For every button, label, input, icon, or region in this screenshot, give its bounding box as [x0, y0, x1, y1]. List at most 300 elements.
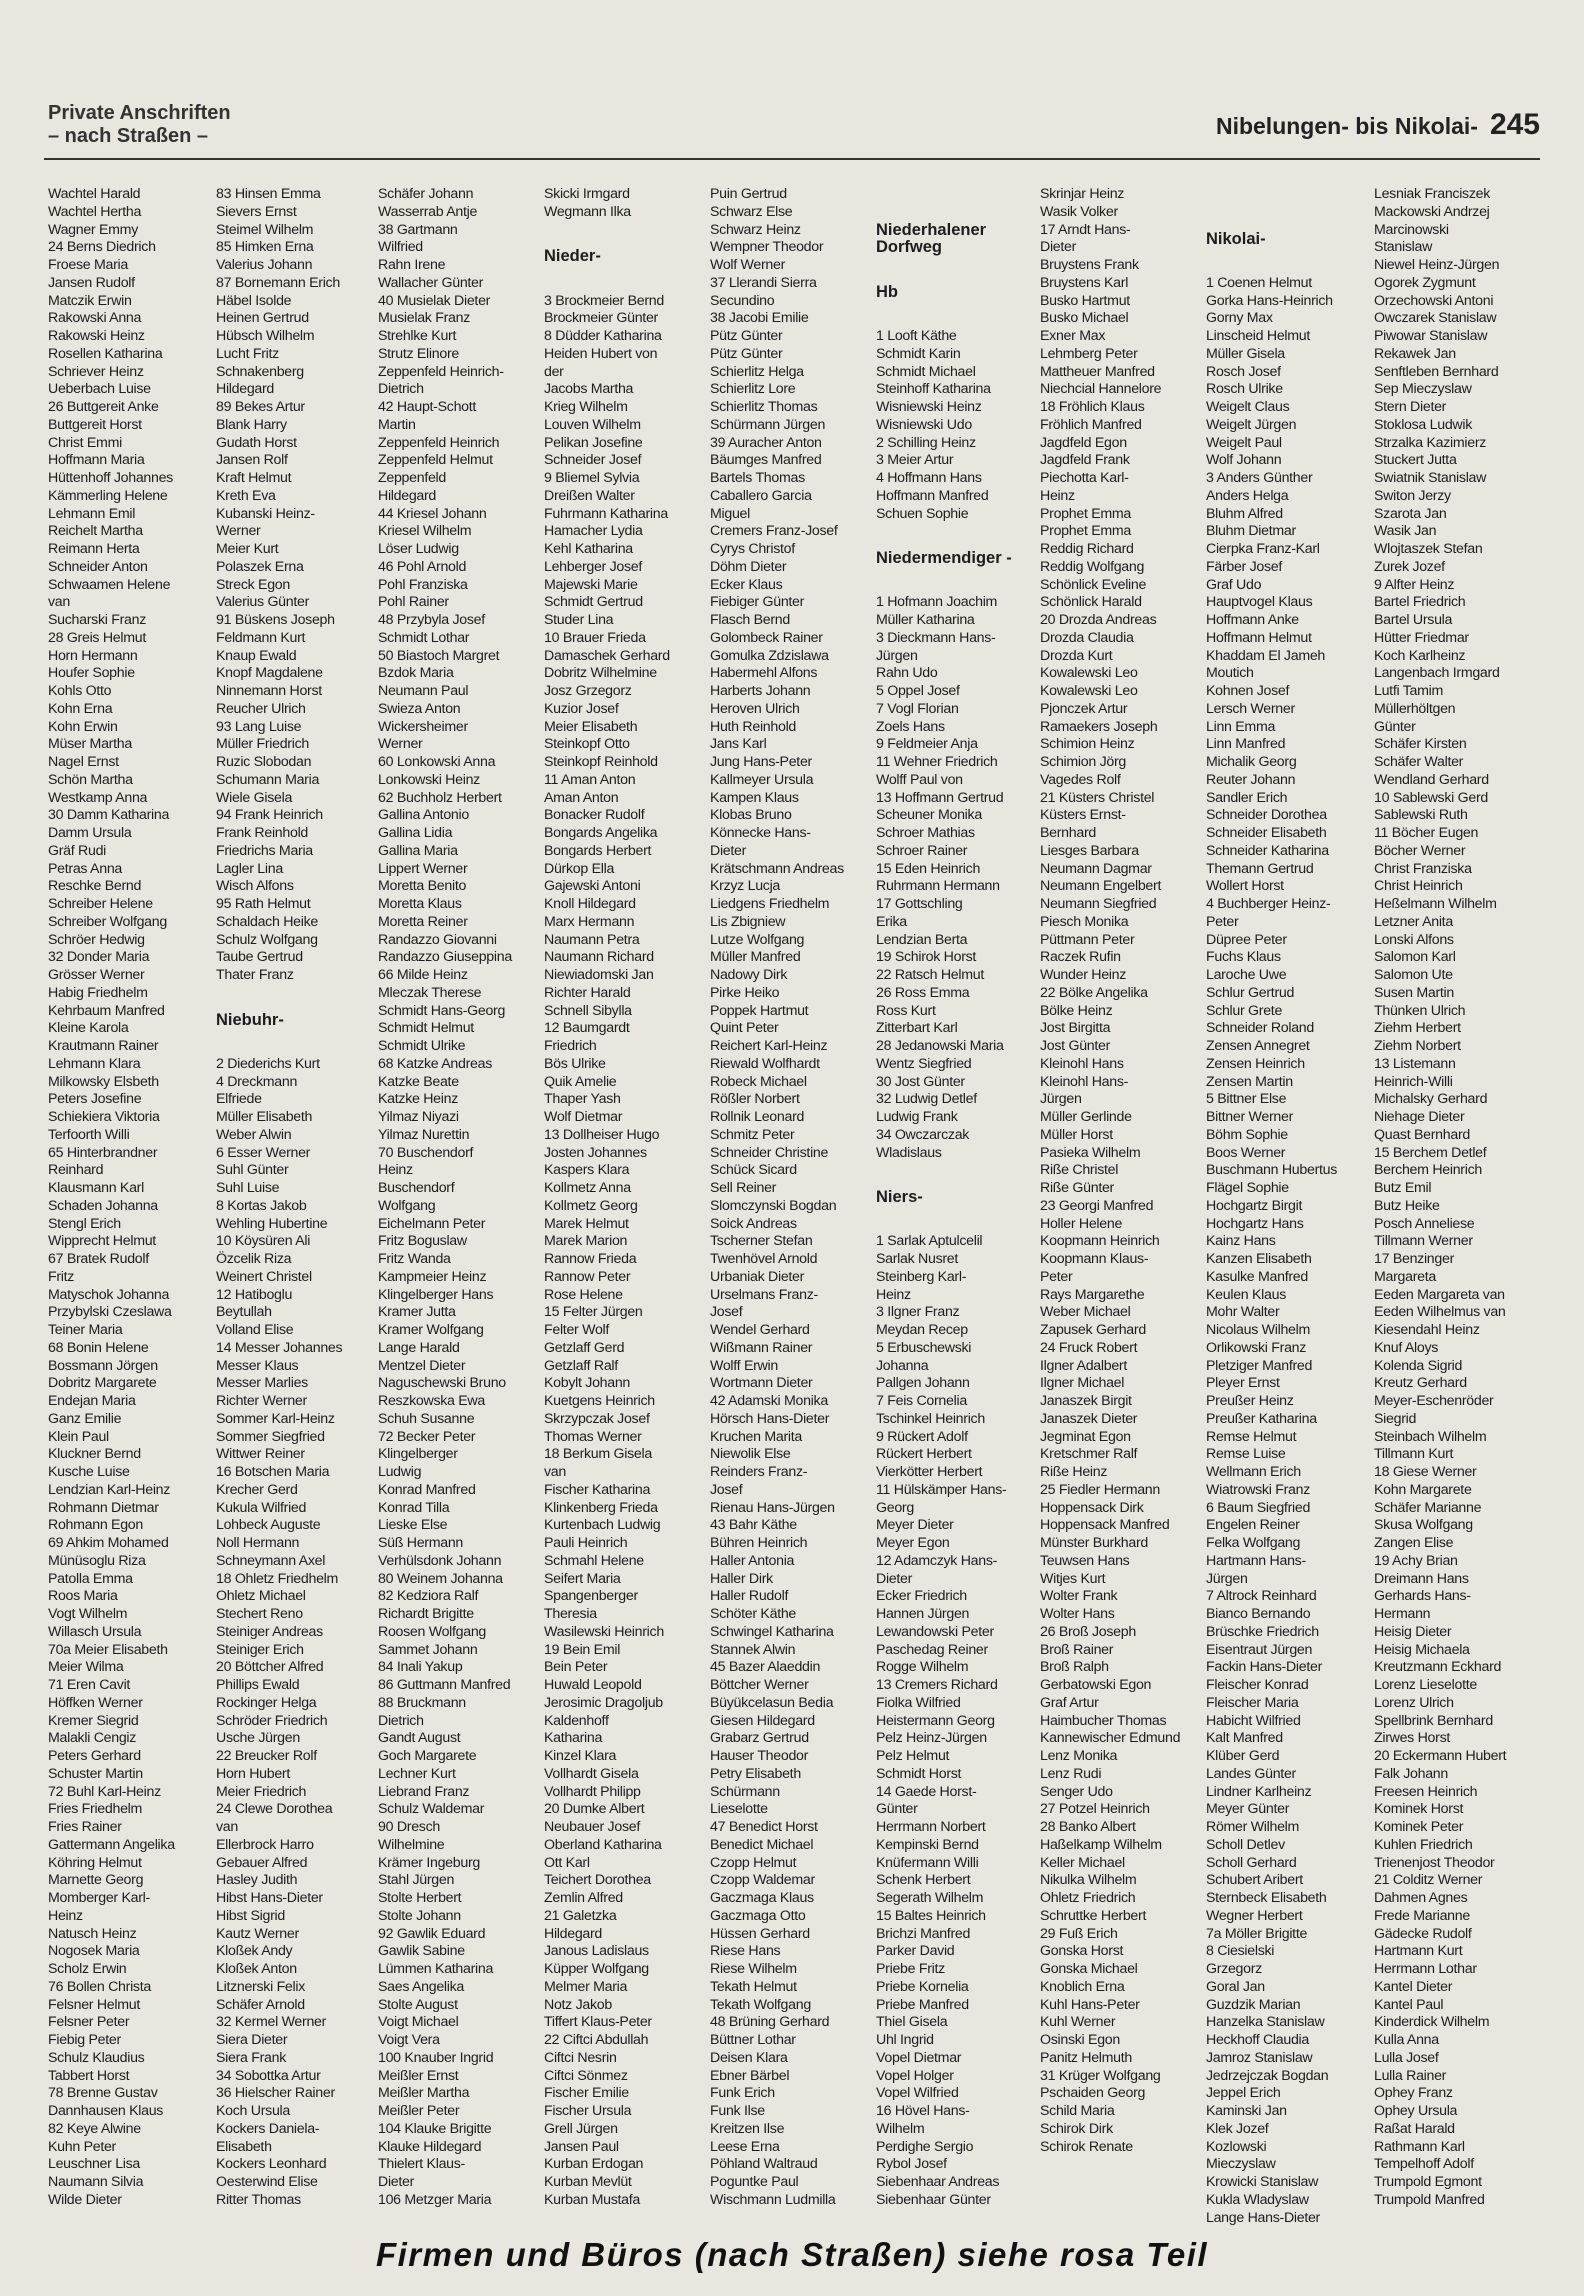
resident-entry: Quik Amelie [544, 1073, 617, 1090]
resident-entry: Dieter [378, 2174, 415, 2190]
resident-entry: Kremer Siegrid [48, 1712, 139, 1729]
resident-entry: Meier Wilma [48, 1659, 124, 1676]
resident-entry: Rahn Udo [876, 665, 938, 682]
resident-entry: Thiel Gisela [876, 2014, 948, 2031]
resident-entry: Kiesendahl Heinz [1374, 1322, 1480, 1338]
resident-entry: Klüber Gerd [1206, 1748, 1280, 1764]
resident-entry: Vagedes Rolf [1040, 771, 1121, 788]
resident-entry: Secundino [710, 292, 775, 309]
resident-entry: Koch Ursula [216, 2103, 290, 2119]
resident-entry: Thielert Klaus- [378, 2156, 465, 2173]
resident-entry: Roosen Wolfgang [378, 1623, 487, 1640]
resident-entry: Niewolik Else [710, 1446, 791, 1463]
resident-entry: Matyschok Johanna [48, 1286, 170, 1303]
resident-entry: 65 Hinterbrandner [48, 1144, 158, 1161]
resident-entry: Schmidt Karin [876, 345, 961, 362]
resident-entry: Steimel Wilhelm [216, 221, 314, 238]
resident-entry: Peters Gerhard [48, 1748, 141, 1764]
resident-entry: Schönlick Eveline [1040, 576, 1147, 593]
resident-entry: 10 Köysüren Ali [216, 1233, 311, 1250]
resident-entry: Münüsoglu Riza [48, 1552, 146, 1569]
resident-entry: 10 Sablewski Gerd [1374, 789, 1488, 806]
resident-entry: Reschke Bernd [48, 878, 142, 895]
resident-entry: 11 Hülskämper Hans- [876, 1481, 1007, 1498]
resident-entry: Schirok Renate [1040, 2138, 1133, 2155]
resident-entry: Dahmen Agnes [1374, 1890, 1468, 1906]
resident-entry: Kallmeyer Ursula [710, 771, 814, 788]
resident-entry: Stern Dieter [1374, 399, 1447, 415]
resident-entry: 11 Wehner Friedrich [876, 754, 998, 770]
resident-entry: 21 Galetzka [544, 1907, 617, 1924]
resident-entry: Liedgens Friedhelm [710, 896, 830, 912]
resident-entry: Jagdfeld Frank [1040, 452, 1130, 469]
resident-entry: Werner [216, 523, 261, 540]
resident-entry: Ohletz Friedrich [1040, 1890, 1136, 1906]
directory-column [48, 186, 216, 2210]
resident-entry: Khaddam El Jameh [1206, 647, 1326, 664]
resident-entry: Friedrich [544, 1038, 597, 1054]
resident-entry: Jansen Rolf [216, 452, 288, 469]
resident-entry: Bossmann Jörgen [48, 1357, 158, 1374]
resident-entry: Melmer Maria [544, 1978, 628, 1995]
resident-entry: Dürkop Ella [544, 860, 615, 877]
resident-entry: Piwowar Stanislaw [1374, 328, 1488, 344]
resident-entry: Michalik Georg [1206, 754, 1297, 770]
street-heading: Hb [876, 282, 898, 301]
resident-entry: 3 Ilgner Franz [876, 1304, 960, 1321]
resident-entry: 11 Böcher Eugen [1374, 825, 1479, 841]
page-number: 245 [1489, 108, 1540, 141]
resident-entry: Kleinohl Hans- [1040, 1073, 1129, 1090]
resident-entry: 46 Pohl Arnold [378, 558, 467, 575]
resident-entry: Segerath Wilhelm [876, 1890, 984, 1906]
resident-entry: Büyükcelasun Bedia [710, 1694, 834, 1711]
resident-entry: Tekath Wolfgang [710, 1996, 811, 2013]
resident-entry: Müser Martha [48, 736, 132, 753]
resident-entry: 94 Frank Heinrich [216, 807, 323, 824]
resident-entry: Sommer Karl-Heinz [216, 1410, 335, 1427]
resident-entry: 6 Esser Werner [216, 1144, 311, 1161]
resident-entry: Janous Ladislaus [544, 1943, 649, 1960]
resident-entry: Lorenz Lieselotte [1374, 1677, 1477, 1693]
resident-entry: Eisentraut Jürgen [1206, 1641, 1313, 1658]
resident-entry: Buttgereit Horst [48, 416, 142, 433]
resident-entry: 1 Sarlak Aptulcelil [876, 1233, 983, 1250]
resident-entry: Urbaniak Dieter [710, 1268, 805, 1285]
resident-entry: Lohbeck Auguste [216, 1517, 321, 1534]
resident-entry: 26 Ross Emma [876, 984, 970, 1001]
resident-entry: 85 Himken Erna [216, 239, 314, 256]
resident-entry: Rollnik Leonard [710, 1109, 805, 1125]
resident-entry: Christ Heinrich [1374, 878, 1463, 895]
resident-entry: Josef [710, 1304, 743, 1321]
resident-entry: Brockmeier Günter [544, 310, 658, 327]
resident-entry: Bartels Thomas [710, 470, 805, 486]
resident-entry: Ophey Ursula [1374, 2103, 1458, 2119]
resident-entry: Senftleben Bernhard [1374, 363, 1499, 380]
resident-entry: Linscheid Helmut [1206, 328, 1311, 344]
resident-entry: Herrmann Norbert [876, 1819, 986, 1835]
resident-entry: Weigelt Paul [1206, 434, 1282, 451]
resident-entry: Hochgartz Birgit [1206, 1197, 1303, 1214]
resident-entry: Lendzian Berta [876, 931, 968, 948]
resident-entry: Wilhelm [876, 2120, 925, 2137]
resident-entry: Rosch Ulrike [1206, 381, 1283, 398]
resident-entry: Dreimann Hans [1374, 1570, 1469, 1587]
resident-entry: Gerbatowski Egon [1040, 1677, 1152, 1693]
spacer [876, 1162, 1044, 1180]
resident-entry: Priebe Kornelia [876, 1978, 969, 1995]
resident-entry: Vopel Wilfried [876, 2085, 959, 2102]
resident-entry: Kobylt Johann [544, 1375, 631, 1392]
resident-entry: Terfoorth Willi [48, 1126, 130, 1143]
resident-entry: Koopmann Klaus- [1040, 1251, 1149, 1267]
resident-entry: Schmidt Hans-Georg [378, 1002, 506, 1019]
resident-entry: van [544, 1464, 566, 1480]
resident-entry: Böcher Werner [1374, 842, 1466, 859]
resident-entry: Harberts Johann [710, 683, 811, 699]
resident-entry: Rosellen Katharina [48, 345, 163, 362]
resident-entry: Hibst Sigrid [216, 1907, 285, 1924]
resident-entry: 7 Altrock Reinhard [1206, 1588, 1317, 1605]
resident-entry: 82 Kedziora Ralf [378, 1588, 479, 1605]
spacer [1206, 186, 1374, 204]
resident-entry: Kainz Hans [1206, 1233, 1276, 1250]
resident-entry: Lesniak Franciszek [1374, 186, 1491, 202]
resident-entry: Kreth Eva [216, 487, 276, 504]
resident-entry: Poppek Hartmut [710, 1002, 809, 1019]
resident-entry: 20 Drozda Andreas [1040, 612, 1157, 628]
resident-entry: 17 Gottschling [876, 896, 963, 912]
resident-entry: Zitterbart Karl [876, 1020, 958, 1037]
resident-entry: Witjes Kurt [1040, 1570, 1106, 1587]
resident-entry: Soick Andreas [710, 1215, 797, 1232]
resident-entry: Krzyz Lucja [710, 878, 781, 895]
resident-entry: Knüfermann Willi [876, 1854, 979, 1871]
resident-entry: Usche Jürgen [216, 1730, 300, 1747]
resident-entry: Trumpold Egmont [1374, 2174, 1482, 2190]
resident-entry: Meißler Peter [378, 2103, 460, 2119]
resident-entry: Tempelhoff Adolf [1374, 2156, 1474, 2173]
resident-entry: Kloßek Anton [216, 1961, 297, 1977]
resident-entry: Sarlak Nusret [876, 1251, 959, 1267]
resident-entry: Funk Erich [710, 2085, 775, 2102]
resident-entry: 22 Bölke Angelika [1040, 984, 1148, 1001]
resident-entry: Scholl Detlev [1206, 1836, 1285, 1853]
resident-entry: Neubauer Josef [544, 1819, 640, 1835]
resident-entry: Cierpka Franz-Karl [1206, 541, 1320, 557]
resident-entry: Riese Wilhelm [710, 1961, 797, 1977]
resident-entry: Neumann Dagmar [1040, 860, 1152, 877]
resident-entry: Wolff Paul von [876, 771, 963, 788]
resident-entry: Swieza Anton [378, 700, 461, 717]
resident-entry: Johanna [876, 1357, 929, 1374]
resident-entry: Kulla Anna [1374, 2032, 1439, 2048]
resident-entry: Natusch Heinz [48, 1925, 137, 1942]
resident-entry: Niewel Heinz-Jürgen [1374, 257, 1500, 273]
resident-entry: Keulen Klaus [1206, 1286, 1287, 1303]
resident-entry: Schmidt Helmut [378, 1020, 474, 1037]
resident-entry: 89 Bekes Artur [216, 399, 305, 415]
resident-entry: 68 Katzke Andreas [378, 1055, 492, 1072]
resident-entry: Kempinski Bernd [876, 1836, 979, 1853]
directory-column [876, 186, 1044, 2210]
resident-entry: 12 Baumgardt [544, 1020, 630, 1037]
resident-entry: Bongards Angelika [544, 825, 658, 841]
resident-entry: 45 Bazer Alaeddin [710, 1659, 821, 1676]
resident-entry: Przybylski Czeslawa [48, 1304, 172, 1321]
resident-entry: Schmitz Peter [710, 1126, 795, 1143]
resident-entry: Steinkopf Reinhold [544, 754, 658, 770]
resident-entry: Ellerbrock Harro [216, 1836, 314, 1853]
resident-entry: Gajewski Antoni [544, 878, 641, 895]
resident-entry: Freesen Heinrich [1374, 1783, 1478, 1800]
resident-entry: Perdighe Sergio [876, 2138, 974, 2155]
resident-entry: Schlur Gertrud [1206, 984, 1295, 1001]
resident-entry: Rosch Josef [1206, 363, 1281, 380]
resident-entry: Horn Hubert [216, 1765, 290, 1782]
resident-entry: Tillmann Werner [1374, 1233, 1473, 1250]
resident-entry: Kleine Karola [48, 1020, 129, 1037]
resident-entry: Zurek Jozef [1374, 558, 1445, 575]
footer-note: Firmen und Büros (nach Straßen) siehe rosa Teil [375, 2236, 1209, 2273]
resident-entry: Kohls Otto [48, 683, 112, 699]
resident-entry: Liesges Barbara [1040, 842, 1139, 859]
resident-entry: 72 Buhl Karl-Heinz [48, 1783, 161, 1800]
resident-entry: Ziehm Herbert [1374, 1020, 1461, 1037]
resident-entry: Jerosimic Dragoljub [544, 1694, 663, 1711]
resident-entry: Theresia [544, 1606, 597, 1622]
resident-entry: Rienau Hans-Jürgen [710, 1499, 835, 1516]
resident-entry: Rakowski Heinz [48, 328, 145, 344]
resident-entry: Lehmann Klara [48, 1055, 141, 1072]
resident-entry: Jürgen [876, 647, 918, 664]
resident-entry: 19 Achy Brian [1374, 1552, 1458, 1569]
resident-entry: Rockinger Helga [216, 1694, 317, 1711]
resident-entry: Szarota Jan [1374, 505, 1447, 522]
resident-entry: Weber Alwin [216, 1126, 292, 1143]
resident-entry: Schnell Sibylla [544, 1002, 632, 1019]
resident-entry: Valerius Günter [216, 594, 310, 611]
resident-entry: Reimann Herta [48, 541, 140, 557]
resident-entry: 24 Fruck Robert [1040, 1339, 1138, 1356]
resident-entry: Wasik Jan [1374, 523, 1437, 540]
resident-entry: Lenz Monika [1040, 1748, 1118, 1764]
resident-entry: Mattheuer Manfred [1040, 363, 1155, 380]
resident-entry: Schlur Grete [1206, 1002, 1283, 1019]
resident-entry: Osinski Egon [1040, 2032, 1120, 2048]
resident-entry: Hartmann Hans- [1206, 1552, 1306, 1569]
resident-entry: Schön Martha [48, 771, 133, 788]
resident-entry: Nikulka Wilhelm [1040, 1872, 1137, 1889]
resident-entry: Getzlaff Ralf [544, 1357, 618, 1374]
resident-entry: Laroche Uwe [1206, 967, 1287, 983]
resident-entry: Kaspers Klara [544, 1162, 630, 1179]
resident-entry: Schück Sicard [710, 1162, 797, 1179]
resident-entry: Meyer Dieter [876, 1517, 954, 1534]
resident-entry: 15 Baltes Heinrich [876, 1907, 986, 1924]
resident-entry: Klein Paul [48, 1428, 109, 1445]
resident-entry: Strehlke Kurt [378, 328, 457, 344]
resident-entry: Hoffmann Anke [1206, 612, 1299, 628]
resident-entry: Ludwig Frank [876, 1109, 958, 1125]
header-section-title [48, 102, 231, 148]
resident-entry: Grell Jürgen [544, 2120, 618, 2137]
resident-entry: Felka Wolfgang [1206, 1535, 1301, 1551]
resident-entry: Koopmann Heinrich [1040, 1233, 1160, 1250]
resident-entry: Riese Hans [710, 1943, 781, 1960]
resident-entry: Preußer Heinz [1206, 1393, 1294, 1409]
resident-entry: Klobas Bruno [710, 807, 792, 824]
header-range [1216, 108, 1540, 142]
resident-entry: Sievers Ernst [216, 203, 297, 220]
resident-entry: Malakli Cengiz [48, 1730, 137, 1747]
resident-entry: Georg [876, 1499, 914, 1516]
resident-entry: Zapusek Gerhard [1040, 1322, 1146, 1338]
resident-entry: Verhülsdonk Johann [378, 1552, 502, 1569]
resident-entry: Hüssen Gerhard [710, 1925, 810, 1942]
resident-entry: Kantel Paul [1374, 1996, 1444, 2013]
resident-entry: Prophet Emma [1040, 523, 1132, 540]
resident-entry: Wisniewski Udo [876, 416, 972, 433]
resident-entry: Nagel Ernst [48, 754, 119, 770]
resident-entry: Neumann Engelbert [1040, 878, 1162, 895]
resident-entry: Bäumges Manfred [710, 452, 822, 469]
resident-entry: Zeppenfeld Helmut [378, 452, 493, 469]
resident-entry: Schulz Klaudius [48, 2049, 145, 2066]
resident-entry: Krieg Wilhelm [544, 399, 628, 415]
resident-entry: Damaschek Gerhard [544, 647, 670, 664]
resident-entry: Preußer Katharina [1206, 1410, 1317, 1427]
resident-entry: Marek Marion [544, 1233, 628, 1250]
resident-entry: Kannewischer Edmund [1040, 1730, 1181, 1747]
resident-entry: Oberland Katharina [544, 1836, 662, 1853]
resident-entry: Püttmann Peter [1040, 931, 1135, 948]
resident-entry: Hermann [1374, 1606, 1431, 1622]
resident-entry: Czopp Waldemar [710, 1872, 815, 1889]
resident-entry: Schmidt Lothar [378, 629, 470, 646]
resident-entry: 16 Hövel Hans- [876, 2103, 970, 2119]
resident-entry: van [48, 594, 70, 611]
resident-entry: Dieter [710, 842, 747, 859]
resident-entry: Yilmaz Niyazi [378, 1109, 459, 1125]
resident-entry: Suhl Luise [216, 1180, 280, 1196]
resident-entry: 9 Bliemel Sylvia [544, 470, 640, 486]
resident-entry: Kluckner Bernd [48, 1446, 141, 1463]
resident-entry: Kusche Luise [48, 1464, 130, 1480]
resident-entry: Koch Karlheinz [1374, 647, 1466, 664]
resident-entry: Steinkopf Otto [544, 736, 630, 753]
spacer [876, 310, 1044, 328]
resident-entry: Kohnen Josef [1206, 683, 1290, 699]
resident-entry: Gorny Max [1206, 310, 1273, 327]
resident-entry: 4 Hoffmann Hans [876, 470, 982, 486]
resident-entry: 24 Clewe Dorothea [216, 1801, 333, 1818]
resident-entry: Wasserrab Antje [378, 203, 478, 220]
resident-entry: 18 Ohletz Friedhelm [216, 1570, 339, 1587]
resident-entry: 14 Messer Johannes [216, 1339, 343, 1356]
resident-entry: Butz Emil [1374, 1180, 1432, 1196]
resident-entry: Bongards Herbert [544, 842, 652, 859]
directory-column [1374, 186, 1542, 2210]
resident-entry: 44 Kriesel Johann [378, 505, 487, 522]
resident-entry: Müller Katharina [876, 612, 975, 628]
resident-entry: Kollmetz Georg [544, 1197, 638, 1214]
resident-entry: Notz Jakob [544, 1996, 612, 2013]
resident-entry: Quast Bernhard [1374, 1126, 1470, 1143]
resident-entry: Zeppenfeld [378, 470, 446, 486]
resident-entry: 28 Banko Albert [1040, 1819, 1136, 1835]
resident-entry: Wiatrowski Franz [1206, 1481, 1310, 1498]
resident-entry: Wlojtaszek Stefan [1374, 541, 1483, 557]
resident-entry: Aman Anton [544, 789, 619, 806]
resident-entry: Spellbrink Bernhard [1374, 1712, 1493, 1729]
resident-entry: Lippert Werner [378, 860, 468, 877]
resident-entry: Meier Kurt [216, 541, 279, 557]
resident-entry: Marnette Georg [48, 1872, 144, 1889]
resident-entry: Blank Harry [216, 416, 287, 433]
resident-entry: Jung Hans-Peter [710, 754, 812, 770]
street-heading: Nieder- [544, 247, 601, 266]
resident-entry: Roos Maria [48, 1588, 118, 1605]
resident-entry: Schuh Susanne [378, 1410, 475, 1427]
street-heading: Niers- [876, 1188, 923, 1206]
resident-entry: Majewski Marie [544, 576, 638, 593]
resident-entry: Kuetgens Heinrich [544, 1393, 655, 1409]
resident-entry: Moretta Klaus [378, 896, 462, 912]
resident-entry: Küsters Ernst- [1040, 807, 1126, 824]
resident-entry: Meier Elisabeth [544, 718, 638, 735]
resident-entry: Heßelmann Wilhelm [1374, 896, 1497, 912]
resident-entry: Mieczyslaw [1206, 2156, 1276, 2173]
resident-entry: Heistermann Georg [876, 1712, 995, 1729]
resident-entry: Klauke Hildegard [378, 2138, 482, 2155]
resident-entry: Bölke Heinz [1040, 1002, 1113, 1019]
resident-entry: Wasilewski Heinrich [544, 1623, 664, 1640]
resident-entry: Küpper Wolfgang [544, 1961, 649, 1977]
resident-entry: Schwaamen Helene [48, 576, 171, 593]
resident-entry: Yilmaz Nurettin [378, 1126, 470, 1143]
resident-entry: Huwald Leopold [544, 1677, 642, 1693]
spacer [216, 985, 384, 1003]
resident-entry: Wachtel Hertha [48, 203, 142, 220]
resident-entry: Schirok Dirk [1040, 2120, 1113, 2137]
resident-entry: Zirwes Horst [1374, 1730, 1451, 1747]
resident-entry: Weigelt Jürgen [1206, 416, 1297, 433]
resident-entry: Bonacker Rudolf [544, 807, 645, 824]
resident-entry: Stannek Alwin [710, 1641, 796, 1658]
resident-entry: Zensen Martin [1206, 1073, 1293, 1090]
resident-entry: Pütz Günter [710, 328, 783, 344]
resident-entry: Thaper Yash [544, 1091, 621, 1108]
resident-entry: Kuhlen Friedrich [1374, 1836, 1473, 1853]
resident-entry: Jans Karl [710, 736, 767, 753]
resident-entry: van [216, 1819, 238, 1835]
spacer [876, 204, 1044, 222]
resident-entry: Ilgner Adalbert [1040, 1357, 1127, 1374]
street-heading: Niederhalener [876, 220, 987, 239]
resident-entry: 68 Bonin Helene [48, 1339, 149, 1356]
resident-entry: Themann Gertrud [1206, 860, 1314, 877]
resident-entry: Hoffmann Manfred [876, 487, 989, 504]
resident-entry: Petry Elisabeth [710, 1765, 801, 1782]
resident-entry: 20 Dumke Albert [544, 1801, 645, 1818]
resident-entry: Berchem Heinrich [1374, 1162, 1482, 1179]
resident-entry: Richter Harald [544, 984, 631, 1001]
resident-entry: 93 Lang Luise [216, 718, 302, 735]
resident-entry: Rathmann Karl [1374, 2138, 1465, 2155]
resident-entry: Broß Ralph [1040, 1659, 1109, 1676]
